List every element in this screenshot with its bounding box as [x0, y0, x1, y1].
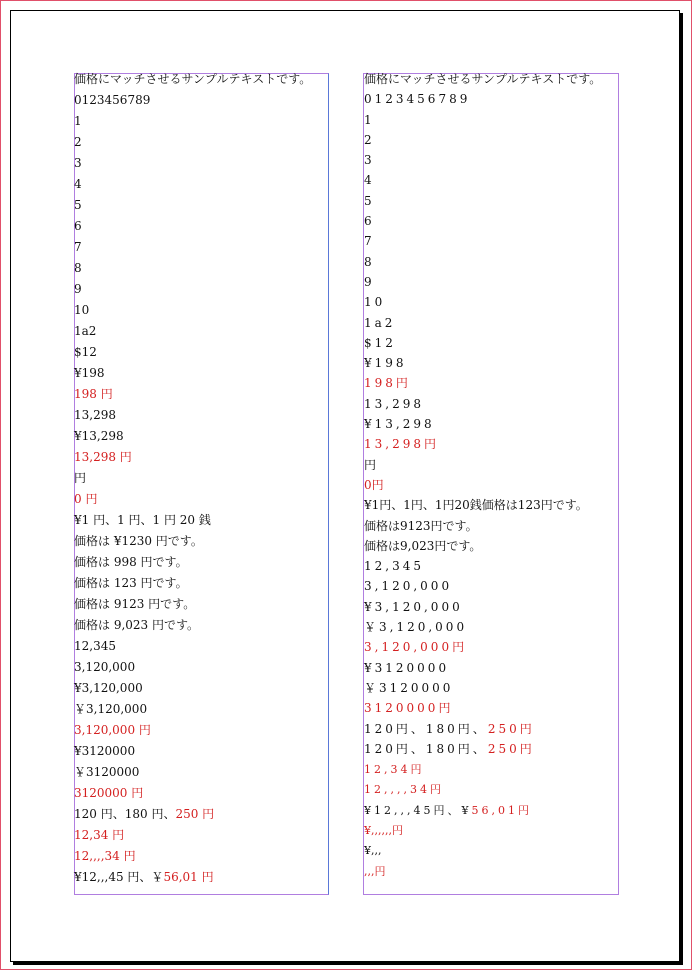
sample-text: 1a2 [364, 315, 396, 330]
price-match-text: 12,34円 [364, 763, 425, 777]
price-match-text: 56,01円 [471, 803, 532, 817]
text-line [364, 802, 619, 822]
sample-text: 1 [364, 112, 372, 127]
text-line [74, 575, 329, 596]
text-line [364, 680, 619, 700]
text-line [74, 869, 329, 890]
sample-text: 5 [74, 198, 82, 212]
sample-text: $12 [74, 345, 97, 359]
sample-text: 価格は 9,023 円です。 [74, 618, 200, 632]
text-line [74, 806, 329, 827]
sample-text: ¥3,120,000 [74, 681, 143, 695]
sample-text: 6 [364, 214, 372, 229]
sample-text: ￥3120000 [364, 680, 454, 695]
text-line [74, 344, 329, 365]
text-line [364, 619, 619, 639]
price-match-text: 12,,,,34円 [364, 783, 444, 797]
price-match-text: 13,298 円 [74, 450, 132, 464]
text-line [364, 396, 619, 416]
text-line [364, 172, 619, 192]
text-line [364, 375, 619, 395]
text-line [74, 365, 329, 386]
text-line [364, 660, 619, 680]
text-line [74, 512, 329, 533]
text-line [364, 436, 619, 456]
sample-text: 価格は 123 円です。 [74, 576, 188, 590]
text-line [364, 71, 619, 91]
sample-text: 8 [74, 261, 82, 275]
sample-text: ￥3,120,000 [74, 702, 148, 716]
sample-text: ¥198 [74, 366, 105, 380]
text-line [74, 323, 329, 344]
text-line [74, 71, 329, 92]
text-line [364, 152, 619, 172]
sample-text: ¥198 [364, 356, 407, 371]
left-text-column [74, 71, 329, 890]
sample-text: 3,120,000 [74, 660, 136, 674]
sample-text: ¥3,120,000 [364, 599, 463, 614]
text-line [74, 491, 329, 512]
sample-text: ¥1円、1円、1円20銭価格は123円です。 [364, 498, 588, 513]
sample-text: ￥3,120,000 [364, 620, 468, 635]
text-line [74, 407, 329, 428]
text-line [74, 386, 329, 407]
text-line [364, 233, 619, 253]
text-line [74, 281, 329, 302]
sample-text: 価格は 9123 円です。 [74, 597, 196, 611]
sample-text: 0123456789 [364, 92, 471, 107]
sample-text: 円 [364, 457, 377, 472]
sample-text: 7 [364, 234, 372, 249]
text-line [364, 315, 619, 335]
sample-text: ¥,,, [364, 844, 382, 858]
text-line [364, 639, 619, 659]
price-match-text: 13,298円 [364, 437, 439, 452]
sample-text: 0123456789 [74, 93, 151, 107]
sample-text: 3 [364, 153, 372, 168]
text-line [74, 680, 329, 701]
price-match-text: 3,120,000円 [364, 640, 468, 655]
text-line [364, 497, 619, 517]
sample-text: 12,345 [364, 559, 424, 574]
text-line [74, 218, 329, 239]
text-line [364, 761, 619, 781]
text-line [74, 764, 329, 785]
sample-text: 8 [364, 254, 372, 269]
text-line [364, 416, 619, 436]
text-line [74, 239, 329, 260]
sample-text: 6 [74, 219, 82, 233]
text-line [74, 113, 329, 134]
text-line [74, 134, 329, 155]
text-line [74, 428, 329, 449]
sample-text: 120円、180円、 [364, 721, 488, 736]
text-line [74, 617, 329, 638]
sample-text: 9 [74, 282, 82, 296]
sample-text: 13,298 [74, 408, 116, 422]
sample-text: 価格は ¥1230 円です。 [74, 534, 203, 548]
sample-text: 4 [364, 173, 372, 188]
text-line [364, 254, 619, 274]
price-match-text: 3120000円 [364, 701, 454, 716]
text-line [364, 842, 619, 862]
sample-text: 価格にマッチさせるサンプルテキストです。 [74, 72, 312, 86]
sample-text: 10 [364, 295, 386, 310]
text-line [364, 457, 619, 477]
text-line [364, 112, 619, 132]
sample-text: ¥3120000 [74, 744, 136, 758]
text-line [364, 578, 619, 598]
sample-text: 7 [74, 240, 82, 254]
sample-text: 円 [74, 471, 87, 485]
sample-text: 価格は 998 円です。 [74, 555, 188, 569]
text-line [364, 193, 619, 213]
text-line [364, 599, 619, 619]
price-match-text: 3120000 円 [74, 786, 144, 800]
price-match-text: 12,,,,34 円 [74, 849, 136, 863]
sample-text: 2 [364, 132, 372, 147]
price-match-text: 198 円 [74, 387, 113, 401]
text-line [74, 302, 329, 323]
text-line [74, 554, 329, 575]
sample-text: 10 [74, 303, 90, 317]
sample-text: 1a2 [74, 324, 97, 338]
text-line [74, 596, 329, 617]
text-line [364, 518, 619, 538]
sample-text: 価格は9123円です。 [364, 518, 478, 533]
sample-text: 9 [364, 274, 372, 289]
sample-text: ¥12,,,45円、¥ [364, 803, 472, 817]
sample-text: 1 [74, 114, 82, 128]
sample-text: 3 [74, 156, 82, 170]
text-line [74, 176, 329, 197]
text-line [364, 274, 619, 294]
sample-text: 価格にマッチさせるサンプルテキストです。 [364, 72, 602, 86]
price-match-text: 250円 [487, 721, 535, 736]
sample-text: 120円、180円、 [364, 741, 488, 756]
text-line [74, 701, 329, 722]
text-line [74, 827, 329, 848]
sample-text: 価格は9,023円です。 [364, 538, 482, 553]
sample-text: 120 円、180 円、 [74, 807, 176, 821]
price-match-text: 250円 [487, 741, 535, 756]
sample-text: ¥3120000 [364, 660, 450, 675]
sample-text: ¥12,,,45 円、￥ [74, 870, 164, 884]
text-line [364, 213, 619, 233]
sample-text: 4 [74, 177, 82, 191]
price-match-text: 56,01 円 [163, 870, 214, 884]
text-line [364, 294, 619, 314]
text-line [74, 743, 329, 764]
text-line [364, 721, 619, 741]
text-line [74, 470, 329, 491]
price-match-text: 198円 [364, 376, 411, 391]
text-line [74, 533, 329, 554]
text-line [364, 822, 619, 842]
sample-text: ¥13,298 [364, 417, 435, 432]
price-match-text: 3,120,000 円 [74, 723, 151, 737]
text-line [74, 659, 329, 680]
text-line [364, 477, 619, 497]
text-line [364, 700, 619, 720]
sample-text: 2 [74, 135, 82, 149]
text-line [364, 335, 619, 355]
price-match-text: 0 円 [74, 492, 98, 506]
text-line [364, 355, 619, 375]
text-line [364, 91, 619, 111]
text-line [364, 132, 619, 152]
right-text-column [364, 71, 619, 883]
sample-text: $12 [364, 335, 396, 350]
text-line [74, 449, 329, 470]
text-line [74, 848, 329, 869]
text-line [364, 538, 619, 558]
sample-text: ¥13,298 [74, 429, 124, 443]
text-line [364, 863, 619, 883]
text-line [74, 197, 329, 218]
price-match-text: ¥,,,,,,円 [364, 823, 403, 837]
sample-text: 13,298 [364, 396, 424, 411]
price-match-text: 250 円 [175, 807, 215, 821]
text-line [74, 722, 329, 743]
price-match-text: ,,,円 [364, 864, 386, 878]
text-line [364, 781, 619, 801]
text-line [74, 260, 329, 281]
text-line [74, 92, 329, 113]
sample-text: 3,120,000 [364, 579, 453, 594]
price-match-text: 12,34 円 [74, 828, 125, 842]
text-line [364, 741, 619, 761]
sample-text: ￥3120000 [74, 765, 140, 779]
text-line [74, 785, 329, 806]
text-line [74, 155, 329, 176]
sample-text: 5 [364, 193, 372, 208]
text-line [364, 558, 619, 578]
sample-text: ¥1 円、1 円、1 円 20 銭 [74, 513, 211, 527]
text-line [74, 638, 329, 659]
sample-text: 12,345 [74, 639, 116, 653]
price-match-text: 0円 [364, 477, 384, 492]
